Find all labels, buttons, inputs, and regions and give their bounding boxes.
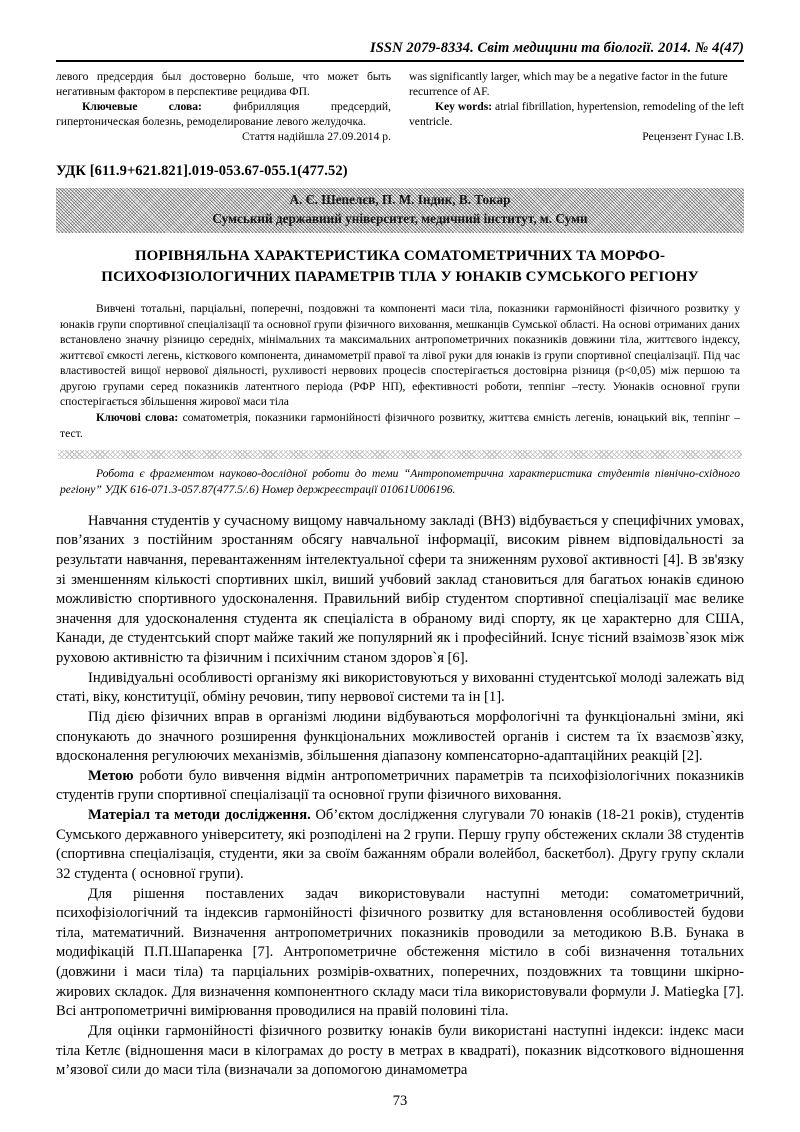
article-affiliation: Сумський державний університет, медичний інститут, м. Суми [212, 211, 588, 227]
article-authors: А. Є. Шепелєв, П. М. Індик, В. Токар [289, 192, 511, 208]
previous-abstract-russian [56, 69, 391, 144]
received-note: Стаття надійшла 27.09.2014 р. [241, 130, 391, 144]
materials-paragraph [56, 806, 744, 885]
russian-keywords-label: Ключевые слова: [82, 100, 202, 114]
english-keywords-label: Key words: [435, 100, 493, 114]
russian-keywords-text: фибрилляция предсердий, гипертоническая болезнь, ремоделирование левого желудочка. [56, 100, 392, 129]
russian-abstract-body: левого предсердия был достоверно больше, что может быть негативным фактором в перспективе рецидива ФП. [56, 70, 391, 99]
reviewer-note: Рецензент Гунас І.В. [642, 130, 744, 144]
materials-label: Матеріал та методи дослідження. [88, 807, 311, 824]
abstract-text: Вивчені тотальні, парціальні, поперечні, поздовжні та компоненті маси тіла, показники гармонійності фізичного розвитку у юнаків групи спортивної спеціалізації та основної групи фізичного виховання, мешканців Сумської області. На основі отриманих даних встановлено значну різницю середніх, мінімальних та максимальних антропометричних показників довжини тіла, життєвого індексу, життєвої ємкості легень, кісткового компонента, динамометрії правої та лівої руки для юнаків із групи спортивної спеціалізації. Під час властивостей вищої нервової діяльності, рухливості нервових процесів спостерігається достовірна різниця (р<0,05) між першою та другою групами серед показників латентного періода (РФР НП), ефективності роботи, теппінг –тесту. Уюнаків основної групи спостерігається збільшення жирової маси тіла [60, 301, 740, 409]
body-paragraph: Для рішення поставлених задач використовували наступні методи: соматометричний, психофізіологічний та індексив гармонійності фізичного розвитку для встановлення особливостей будови тіла, математичний. Визначення антропометричних показників проводили за методикою В.В. Бунака в модифікацій П.П.Шапаренка [7]. Антропометричне обстеження містило в собі визначення тотальних (довжини і маси тіла) та парціальних розмірів-охватних, поперечних, поздовжних та товщини шкірно-жирових складок. Для визначення компонентного складу маси тіла використовували формули J. Matiegka [7]. Всі антропометричні вимірювання проводилися на правій половині тіла. [56, 885, 744, 1020]
body-paragraph: Під дією фізичних вправ в організмі людини відбуваються морфологічні та функціональні зміни, які спонукають до значного розширення функціональних можливостей органів і систем та їх взаємозв`язку, вдосконалення регулюючих механізмів, збільшення діапазону компенсаторно-адаптаційних реакцій [2]. [56, 708, 744, 765]
english-keywords-text: atrial fibrillation, hypertension, remodeling of the left ventricle. [409, 100, 745, 129]
funding-note-text: Робота є фрагментом науково-дослідної роботи до теми “Антропометрична характеристика студентів північно-східного регіону” УДК 616-071.3-057.87(477.5/.6) Номер держреєстрації 01061U006196. [60, 467, 740, 496]
page-number: 73 [392, 1093, 408, 1109]
purpose-label: Метою [88, 767, 134, 784]
purpose-text: роботи було вивчення відмін антропометричних параметрів та психофізіологічних показників студентів групи спортивної спеціалізації та основної групи фізичного виховання. [56, 767, 744, 804]
udc-code: УДК [611.9+621.821].019-053.67-055.1(477.52) [56, 163, 348, 180]
english-abstract-body: was significantly larger, which may be a negative factor in the future recurrence of AF. [409, 70, 728, 99]
body-paragraph: Для оцінки гармонійності фізичного розвитку юнаків були використані наступні індекси: індекс маси тіла Кетлє (відношення маси в кілограмах до росту в метрах в квадраті), показник відсоткового відношення м’язової сили до маси тіла (визначали за допомогою динамометра [56, 1022, 744, 1079]
russian-keywords [56, 99, 391, 129]
english-keywords [409, 99, 744, 129]
purpose-paragraph [56, 767, 744, 806]
author-affiliation-band [56, 188, 744, 232]
funding-note [56, 466, 744, 498]
article-keywords-text: соматометрія, показники гармонійності фізичного розвитку, життєва ємність легенів, юнацький вік, теппінг –тест. [60, 411, 740, 440]
body-paragraph: Навчання студентів у сучасному вищому навчальному закладі (ВНЗ) відбувається у специфічних умовах, пов’язаних з постійним зростанням обсягу навчальної інформації, високим рівнем відповідальності за результати навчання, перевантаженням інтелектуальної сфери та зниженням рухової активності [4]. В зв'язку зі зменшенням кількості спортивних шкіл, виший учбовий заклад становиться для багатьох юнаків єдиною можливістю спортивного удосконалення. Правильний вибір студентом спортивної спеціалізації має велике значення для удосконалення студента як спеціаліста в обраному виді спорту, як це характерно для США, Канади, де студентський спорт майже такий же популярний як і професійний. Існує тісний взаімозв`язок між руховою активністю та фізичним і психічним станом здоров`я [6]. [56, 512, 744, 667]
running-header: ISSN 2079-8334. Світ медицини та біології. 2014. № 4(47) [370, 40, 744, 56]
article-keywords-label: Ключові слова: [96, 411, 179, 425]
article-title: ПОРІВНЯЛЬНА ХАРАКТЕРИСТИКА СОМАТОМЕТРИЧНИХ ТА МОРФО-ПСИХОФІЗІОЛОГИЧНИХ ПАРАМЕТРІВ ТІЛА У ЮНАКІВ СУМСЬКОГО РЕГІОНУ [101, 247, 699, 286]
header-rule [56, 60, 744, 62]
zigzag-divider [58, 450, 742, 459]
previous-abstract-english [409, 69, 744, 144]
article-abstract [56, 301, 744, 441]
body-paragraph: Індивідуальні особливості організму які використовуються у вихованні студентської молоді залежать від статі, віку, конституції, обміну речовин, типу нервової системи та ін [1]. [56, 669, 744, 706]
article-keywords [60, 410, 740, 441]
materials-text: Об’єктом дослідження слугували 70 юнаків (18-21 років), студентів Сумського державного університету, які розподілені на 2 групи. Першу групу обстежених склали 38 студентів (спортивна спеціалізація, студенти, яки за своїм бажанням обрали волейбол, баскетбол). Другу групу склали 32 студента ( основної групи). [56, 807, 744, 882]
previous-article-abstracts [56, 69, 744, 144]
article-body [56, 512, 744, 1081]
